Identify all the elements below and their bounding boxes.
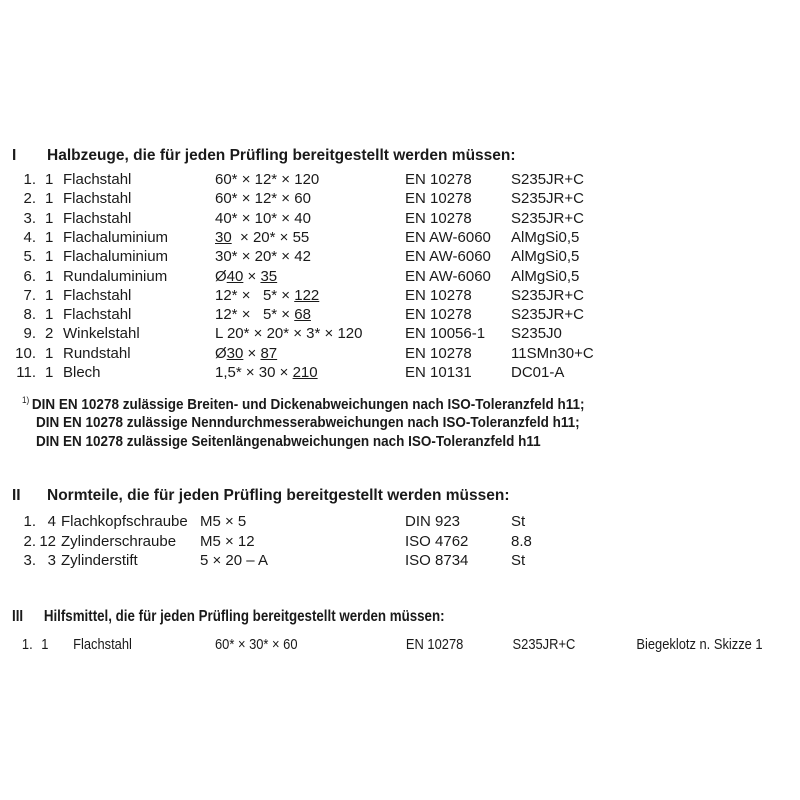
table-row [0, 325, 800, 344]
item-dimensions [215, 229, 309, 246]
table-row [0, 171, 800, 190]
item-name: Rundaluminium [63, 267, 168, 285]
item-norm: EN 10278 [405, 344, 472, 362]
item-quantity: 1 [41, 636, 49, 653]
item-name: Flachstahl [73, 636, 132, 653]
item-quantity: 1 [45, 190, 54, 208]
item-norm: EN 10278 [405, 209, 472, 227]
item-dimensions [215, 364, 318, 381]
footnote-text-3: DIN EN 10278 zulässige Seitenlängenabweichungen nach ISO-Toleranzfeld h11 [36, 433, 541, 450]
table-row [0, 268, 800, 287]
dimension-part: 12* × 5* × [215, 306, 295, 324]
footnote-line-2 [36, 414, 640, 431]
item-number: 3. [23, 209, 36, 227]
dimension-underlined-part: 35 [260, 267, 278, 285]
item-dimensions: M5 × 5 [200, 513, 247, 530]
table-row [0, 190, 800, 209]
item-material: AlMgSi0,5 [511, 228, 580, 246]
footnote-marker: 1) [22, 395, 30, 405]
item-number: 2. [23, 532, 36, 550]
item-norm: EN 10278 [405, 190, 472, 208]
item-quantity: 2 [45, 325, 54, 343]
item-material: S235JR+C [511, 286, 584, 304]
item-dimensions [215, 287, 319, 304]
item-norm: EN 10278 [405, 306, 472, 324]
item-quantity: 1 [45, 306, 54, 324]
item-norm: EN 10056-1 [405, 325, 486, 343]
item-name: Zylinderstift [61, 552, 138, 569]
footnote-line-3 [36, 433, 597, 450]
item-norm: EN 10278 [405, 171, 472, 188]
section-3-heading [12, 608, 792, 628]
table-row [0, 513, 800, 532]
item-norm: EN 10131 [405, 364, 472, 381]
dimension-underlined-part: 30 [215, 228, 232, 246]
footnote-text-2: DIN EN 10278 zulässige Nenndurchmesserabweichungen nach ISO-Toleranzfeld h11; [36, 414, 580, 431]
dimension-part: 60* × 12* × 120 [215, 171, 320, 188]
section-1-roman: I [12, 147, 17, 164]
table-row [0, 306, 800, 325]
item-number: 1. [23, 513, 36, 530]
table-row [0, 552, 800, 571]
item-number: 5. [23, 248, 36, 266]
table-row [0, 248, 800, 267]
item-norm: ISO 8734 [405, 552, 469, 569]
table-row [0, 636, 800, 655]
table-row [0, 287, 800, 306]
dimension-part: Ø [215, 267, 227, 285]
item-number: 8. [23, 306, 36, 324]
item-material: 8.8 [511, 532, 532, 550]
item-name: Flachaluminium [63, 248, 169, 266]
table-row [0, 345, 800, 364]
item-quantity: 4 [47, 513, 56, 530]
item-material: 11SMn30+C [511, 344, 594, 362]
dimension-underlined-part: 68 [294, 306, 311, 324]
item-number: 9. [23, 325, 36, 343]
item-name: Flachkopfschraube [61, 513, 188, 530]
item-name: Rundstahl [63, 344, 131, 362]
table-row-content [0, 636, 763, 655]
item-quantity: 1 [45, 344, 54, 362]
item-dimensions [215, 345, 277, 362]
section-3-roman: III [12, 608, 24, 625]
table-row [0, 210, 800, 229]
item-material: S235JR+C [512, 636, 576, 653]
item-number: 3. [23, 552, 36, 569]
item-name: Flachstahl [63, 286, 132, 304]
dimension-part: × 20* × 55 [231, 228, 310, 246]
item-number: 11. [16, 364, 36, 381]
footnote-text-1: DIN EN 10278 zulässige Breiten- und Dickenabweichungen nach ISO-Toleranzfeld h11; [31, 396, 585, 413]
dimension-part: × [243, 344, 261, 362]
item-quantity: 1 [45, 228, 54, 246]
item-number: 2. [23, 190, 36, 208]
section-2-roman: II [12, 487, 21, 504]
item-dimensions [215, 325, 363, 342]
footnote-line-1 [22, 395, 647, 413]
item-quantity: 1 [45, 286, 54, 304]
item-dimensions [215, 268, 277, 285]
section-2-title: Normteile, die für jeden Prüfling bereitgestellt werden müssen: [47, 487, 510, 504]
table-row [0, 364, 800, 383]
item-name: Flachaluminium [63, 228, 169, 246]
dimension-underlined-part: 210 [292, 364, 318, 381]
item-quantity: 1 [45, 171, 54, 188]
section-3-title: Hilfsmittel, die für jeden Prüfling bereitgestellt werden müssen: [43, 608, 445, 625]
item-dimensions [215, 190, 311, 207]
item-name: Zylinderschraube [61, 532, 177, 550]
item-number: 7. [23, 286, 36, 304]
item-name: Flachstahl [63, 306, 132, 324]
dimension-part: 1,5* × 30 × [215, 364, 293, 381]
dimension-part: 40* × 10* × 40 [215, 209, 311, 227]
item-material: S235J0 [511, 325, 562, 343]
section-1-title: Halbzeuge, die für jeden Prüfling bereitgestellt werden müssen: [47, 147, 516, 164]
item-quantity: 1 [45, 209, 54, 227]
item-material: St [511, 552, 526, 569]
item-name: Flachstahl [63, 171, 132, 188]
item-material: S235JR+C [511, 190, 584, 208]
section-2-heading [12, 487, 792, 507]
item-quantity: 1 [45, 248, 54, 266]
section-1-heading [12, 147, 792, 167]
item-quantity: 3 [47, 552, 56, 569]
item-name: Flachstahl [63, 190, 132, 208]
item-dimensions [215, 210, 311, 227]
dimension-underlined-part: 122 [294, 286, 320, 304]
item-material: S235JR+C [511, 209, 584, 227]
dimension-part: Ø [215, 344, 227, 362]
item-material: AlMgSi0,5 [511, 248, 580, 266]
item-material: St [511, 513, 526, 530]
item-dimensions [215, 171, 319, 188]
item-norm: EN AW-6060 [405, 228, 491, 246]
item-norm: EN AW-6060 [405, 267, 491, 285]
dimension-underlined-part: 40 [226, 267, 244, 285]
table-row [0, 229, 800, 248]
item-dimensions: 5 × 20 – A [200, 552, 268, 569]
dimension-part: 30* × 20* × 42 [215, 248, 311, 266]
dimension-part: 12* × 5* × [215, 286, 295, 304]
dimension-part: × [243, 267, 261, 285]
item-norm: EN 10278 [405, 636, 464, 653]
item-number: 1. [21, 636, 33, 653]
item-number: 4. [23, 228, 36, 246]
item-number: 1. [23, 171, 36, 188]
item-material: DC01-A [511, 364, 565, 381]
item-note: Biegeklotz n. Skizze 1 [636, 636, 763, 653]
item-norm: EN 10278 [405, 286, 472, 304]
item-quantity: 1 [45, 267, 54, 285]
item-dimensions [215, 248, 311, 265]
item-norm: DIN 923 [405, 513, 461, 530]
item-norm: ISO 4762 [405, 532, 469, 550]
dimension-underlined-part: 30 [226, 344, 244, 362]
dimension-underlined-part: 87 [260, 344, 278, 362]
table-row [0, 533, 800, 552]
item-dimensions: M5 × 12 [200, 532, 255, 550]
item-number: 10. [15, 344, 36, 362]
item-norm: EN AW-6060 [405, 248, 491, 266]
dimension-part: L 20* × 20* × 3* × 120 [215, 325, 363, 343]
item-material: S235JR+C [511, 171, 584, 188]
item-quantity: 1 [45, 364, 54, 381]
item-material: S235JR+C [511, 306, 584, 324]
item-dimensions [215, 306, 311, 323]
dimension-part: 60* × 12* × 60 [215, 190, 311, 208]
item-number: 6. [23, 267, 36, 285]
item-name: Flachstahl [63, 209, 132, 227]
item-material: AlMgSi0,5 [511, 267, 580, 285]
item-name: Blech [63, 364, 101, 381]
item-name: Winkelstahl [63, 325, 140, 343]
item-quantity: 12 [39, 532, 56, 550]
item-dimensions: 60* × 30* × 60 [215, 636, 298, 653]
